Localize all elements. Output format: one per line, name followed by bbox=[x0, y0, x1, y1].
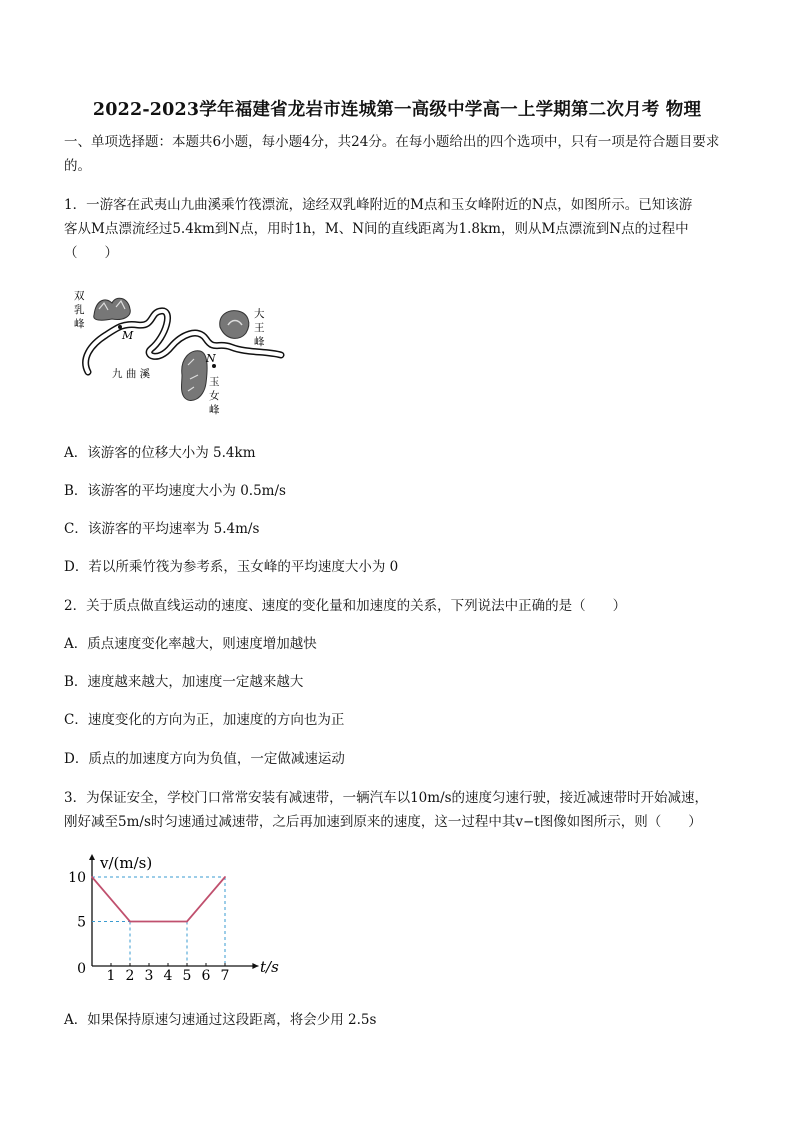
label-point-n: N bbox=[206, 352, 216, 365]
label-jiuquxi: 九 曲 溪 bbox=[112, 368, 151, 380]
y-tick-label: 5 bbox=[77, 914, 86, 931]
q2-option-b: B．速度越来越大，加速度一定越来越大 bbox=[64, 674, 304, 690]
yunvfeng-mountain bbox=[182, 351, 208, 401]
x-tick-label: 1 bbox=[106, 968, 116, 980]
x-tick-label: 3 bbox=[144, 968, 154, 980]
q3-option-a: A．如果保持原速匀速通过这段距离，将会少用 2.5s bbox=[64, 1012, 377, 1028]
page-title: 2022-2023学年福建省龙岩市连城第一高级中学高一上学期第二次月考 物理 bbox=[92, 100, 702, 120]
dawangfeng-mountain bbox=[220, 311, 249, 339]
label-dawangfeng-2: 王 bbox=[254, 322, 265, 334]
chart-y-axis-label: v/(m/s) bbox=[100, 854, 153, 872]
q1-stem-line-1: 1．一游客在武夷山九曲溪乘竹筏漂流，途经双乳峰附近的M点和玉女峰附近的N点，如图所示。已知该游 bbox=[64, 197, 693, 213]
label-yunvfeng-3: 峰 bbox=[209, 404, 220, 416]
q1-option-c: C．该游客的平均速率为 5.4m/s bbox=[64, 521, 260, 537]
q1-option-a: A．该游客的位移大小为 5.4km bbox=[64, 445, 256, 461]
q3-stem-line-2: 刚好减至5m/s时匀速通过减速带，之后再加速到原来的速度，这一过程中其v−t图像如图所示，则（ ） bbox=[64, 814, 702, 830]
q3-vt-chart bbox=[64, 850, 284, 980]
q2-stem: 2．关于质点做直线运动的速度、速度的变化量和加速度的关系，下列说法中正确的是（ ） bbox=[64, 598, 627, 614]
q1-option-b: B．该游客的平均速度大小为 0.5m/s bbox=[64, 483, 286, 499]
q1-option-d: D．若以所乘竹筏为参考系，玉女峰的平均速度大小为 0 bbox=[64, 559, 399, 575]
label-shuangrufeng-1: 双 bbox=[74, 290, 85, 302]
label-point-m: M bbox=[122, 329, 134, 342]
vt-data-point bbox=[186, 921, 188, 923]
section-instructions: 一、单项选择题：本题共6小题，每小题4分，共24分。在每小题给出的四个选项中，只有一项是符合题目要求的。 bbox=[64, 134, 720, 174]
q2-option-d: D．质点的加速度方向为负值，一定做减速运动 bbox=[64, 751, 345, 767]
q3-stem-line-1: 3．为保证安全，学校门口常常安装有减速带，一辆汽车以10m/s的速度匀速行驶，接近减速带时开始减速， bbox=[64, 790, 709, 806]
chart-x-axis-label: t/s bbox=[260, 958, 279, 976]
label-yunvfeng-2: 女 bbox=[209, 390, 220, 402]
x-tick-label: 2 bbox=[125, 968, 135, 980]
q1-stem-line-2: 客从M点漂流经过5.4km到N点，用时1h，M、N间的直线距离为1.8km，则从M点漂流到N点的过程中 bbox=[64, 221, 689, 237]
vt-series-line bbox=[92, 877, 225, 922]
label-dawangfeng-1: 大 bbox=[254, 308, 265, 320]
x-tick-label: 4 bbox=[163, 968, 173, 980]
label-dawangfeng-3: 峰 bbox=[254, 336, 265, 348]
y-tick-label: 0 bbox=[77, 961, 86, 977]
chart-y-arrow bbox=[89, 854, 95, 860]
x-tick-label: 7 bbox=[220, 968, 230, 980]
q1-stem-line-3: （ ） bbox=[64, 245, 118, 261]
vt-data-point bbox=[91, 876, 93, 878]
y-tick-label: 10 bbox=[68, 870, 86, 886]
q1-map-figure bbox=[66, 287, 286, 417]
label-shuangrufeng-2: 乳 bbox=[74, 304, 85, 316]
shuangrufeng-mountain bbox=[94, 298, 131, 320]
vt-data-point bbox=[129, 921, 131, 923]
x-tick-label: 6 bbox=[201, 968, 211, 980]
vt-data-point bbox=[224, 876, 226, 878]
label-yunvfeng-1: 玉 bbox=[209, 376, 220, 388]
q2-option-c: C．速度变化的方向为正，加速度的方向也为正 bbox=[64, 712, 345, 728]
label-shuangrufeng-3: 峰 bbox=[74, 318, 85, 330]
x-tick-label: 5 bbox=[182, 968, 192, 980]
q2-option-a: A．质点速度变化率越大，则速度增加越快 bbox=[64, 636, 317, 652]
chart-x-arrow bbox=[252, 963, 258, 969]
